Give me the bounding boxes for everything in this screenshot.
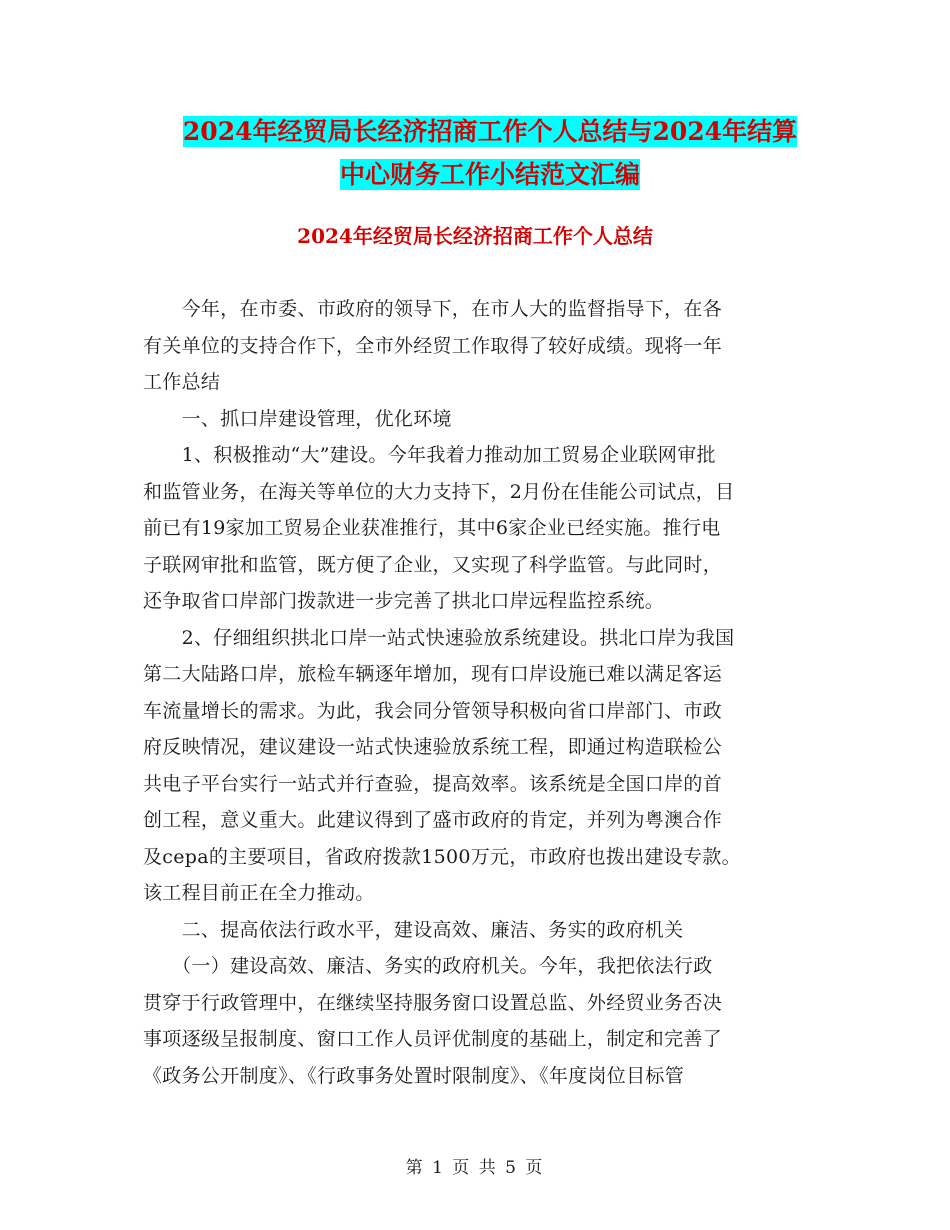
body-text-line: 第二大陆路口岸，旅检车辆逐年增加，现有口岸设施已难以满足客运 (143, 663, 723, 685)
body-text-line: 今年，在市委、市政府的领导下，在市人大的监督指导下，在各 (143, 298, 723, 320)
body-text-line: 共电子平台实行一站式并行查验，提高效率。该系统是全国口岸的首 (143, 772, 723, 795)
body-text-line: 一、抓口岸建设管理，优化环境 (143, 407, 452, 430)
document-title-line-2 (140, 155, 840, 195)
body-text-line: 府反映情况，建议建设一站式快速验放系统工程，即通过构造联检公 (143, 736, 723, 758)
body-text-line: 二、提高依法行政水平，建设高效、廉洁、务实的政府机关 (143, 918, 684, 941)
body-text-line: 及cepa的主要项目，省政府拨款1500万元，市政府也拨出建设专款。 (143, 845, 741, 868)
document-body (143, 291, 807, 1094)
body-text-line: 2、仔细组织拱北口岸一站式快速验放系统建设。拱北口岸为我国 (143, 626, 735, 649)
title-highlight: 2024年经贸局长经济招商工作个人总结与2024年结算 (182, 117, 798, 146)
body-text-line: 创工程，意义重大。此建议得到了盛市政府的肯定，并列为粤澳合作 (143, 809, 723, 831)
body-text-line: 《政务公开制度》、《行政事务处置时限制度》、《年度岗位目标管 (143, 1064, 685, 1087)
body-text-line: 1、积极推动“大”建设。今年我着力推动加工贸易企业联网审批 (143, 444, 716, 466)
body-text-line: 工作总结 (143, 371, 221, 393)
title-highlight: 中心财务工作小结范文汇编 (339, 160, 640, 189)
body-text-line: 前已有19家加工贸易企业获准推行，其中6家企业已经实施。推行电 (143, 517, 721, 539)
body-text-line: 事项逐级呈报制度、窗口工作人员评优制度的基础上，制定和完善了 (143, 1028, 723, 1050)
body-text-line: 还争取省口岸部门拨款进一步完善了拱北口岸远程监控系统。 (143, 590, 665, 612)
body-text-line: （一）建设高效、廉洁、务实的政府机关。今年，我把依法行政 (143, 955, 713, 977)
body-text-line: 贯穿于行政管理中，在继续坚持服务窗口设置总监、外经贸业务否决 (143, 991, 723, 1014)
section-title: 2024年经贸局长经济招商工作个人总结 (297, 224, 653, 248)
page-footer: 第 1 页 共 5 页 (405, 1158, 545, 1178)
body-text-line: 车流量增长的需求。为此，我会同分管领导积极向省口岸部门、市政 (143, 699, 723, 722)
body-text-line: 和监管业务，在海关等单位的大力支持下，2月份在佳能公司试点，目 (143, 480, 735, 503)
body-text-line: 子联网审批和监管，既方便了企业，又实现了科学监管。与此同时， (143, 553, 723, 576)
document-title-line-1 (140, 112, 840, 152)
body-text-line: 该工程目前正在全力推动。 (143, 882, 375, 904)
body-text-line: 有关单位的支持合作下，全市外经贸工作取得了较好成绩。现将一年 (143, 334, 723, 357)
